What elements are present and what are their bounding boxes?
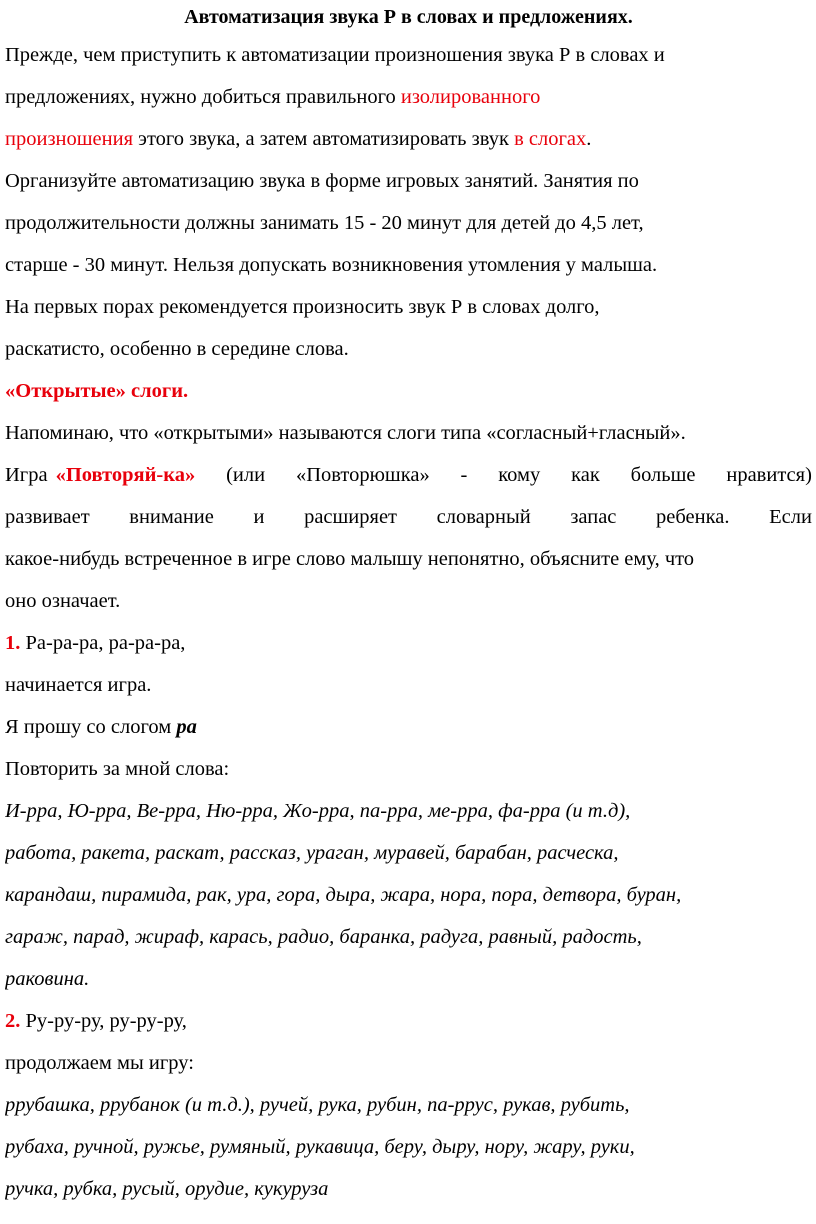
text-span: Ра-ра-ра, ра-ра-ра, — [20, 632, 186, 654]
text-line: оно означает. — [5, 590, 121, 612]
text-span: Я прошу со слогом — [5, 716, 177, 738]
exercise-number: 2. — [5, 1010, 21, 1032]
text-word: Игра «Повторяй-ка» — [5, 454, 195, 496]
page-title: Автоматизация звука Р в словах и предложениях. — [184, 6, 633, 28]
text-line-justified — [5, 496, 812, 538]
text-line: Организуйте автоматизацию звука в форме игровых занятий. Занятия по — [5, 170, 639, 192]
exercise-number: 1. — [5, 632, 21, 654]
text-word: внимание — [129, 506, 214, 528]
text-span: Ру-ру-ру, ру-ру-ру, — [20, 1010, 187, 1032]
syllable-highlight: ра — [176, 716, 197, 738]
text-word: кому — [498, 464, 541, 486]
text-word: Если — [769, 506, 812, 528]
text-line — [5, 1000, 812, 1042]
text-line: продолжаем мы игру: — [5, 1052, 194, 1074]
text-line — [5, 76, 812, 118]
exercise-1 — [5, 622, 812, 1000]
isolated-link[interactable]: изолированного — [400, 86, 541, 108]
text-span: этого звука, а затем автоматизировать звук — [133, 128, 515, 150]
text-line — [5, 706, 812, 748]
text-word: запас — [570, 506, 617, 528]
word-list-line: ррубашка, ррубанок (и т.д.), ручей, рука, рубин, па-ррус, рукав, рубить, — [5, 1094, 630, 1116]
text-word: (или — [226, 464, 266, 486]
exercise-2 — [5, 1000, 812, 1210]
word-list-line: раковина. — [5, 968, 90, 990]
text-line: какое-нибудь встреченное в игре слово малышу непонятно, объясните ему, что — [5, 548, 695, 570]
text-line — [5, 118, 812, 160]
word-list-line: ручка, рубка, русый, орудие, кукуруза — [5, 1178, 329, 1200]
text-line-justified — [5, 454, 812, 496]
section-heading: «Открытые» слоги. — [5, 380, 189, 402]
text-line: Напоминаю, что «открытыми» называются слоги типа «согласный+гласный». — [5, 422, 686, 444]
word-list-line: рубаха, ручной, ружье, румяный, рукавица, беру, дыру, нору, жару, руки, — [5, 1136, 635, 1158]
text-line — [5, 622, 812, 664]
pronunciation-link[interactable]: произношения — [5, 128, 134, 150]
open-syllables-section — [5, 370, 812, 622]
text-word: ребенка. — [656, 506, 730, 528]
text-line: старше - 30 минут. Нельзя допускать возникновения утомления у малыша. — [5, 254, 658, 276]
text-word: и — [253, 506, 265, 528]
text-line: начинается игра. — [5, 674, 152, 696]
word-list-line: работа, ракета, раскат, рассказ, ураган, муравей, барабан, расческа, — [5, 842, 619, 864]
word-list-line: карандаш, пирамида, рак, ура, гора, дыра, жара, нора, пора, детвора, буран, — [5, 884, 682, 906]
text-span: предложениях, нужно добиться правильного — [5, 86, 401, 108]
text-word: больше — [630, 464, 696, 486]
text-word: расширяет — [304, 506, 398, 528]
text-line: Прежде, чем приступить к автоматизации произношения звука Р в словах и — [5, 44, 665, 66]
text-word: как — [571, 464, 600, 486]
word-list-line: гараж, парад, жираф, карась, радио, баранка, радуга, равный, радость, — [5, 926, 642, 948]
text-line: продолжительности должны занимать 15 - 20 минут для детей до 4,5 лет, — [5, 212, 644, 234]
game-name: «Повторяй-ка» — [55, 464, 196, 486]
intro-paragraph — [5, 34, 812, 370]
syllables-link[interactable]: в слогах — [514, 128, 587, 150]
word-list-line: И-рра, Ю-рра, Ве-рра, Ню-рра, Жо-рра, па-рра, ме-рра, фа-рра (и т.д), — [5, 800, 631, 822]
text-word: словарный — [436, 506, 531, 528]
text-word: развивает — [5, 506, 90, 528]
text-line: Повторить за мной слова: — [5, 758, 230, 780]
text-word: нравится) — [726, 464, 812, 486]
text-line: На первых порах рекомендуется произносить звук Р в словах долго, — [5, 296, 600, 318]
text-span: . — [586, 128, 592, 150]
text-word: - — [460, 464, 468, 486]
text-line: раскатисто, особенно в середине слова. — [5, 338, 349, 360]
text-word: «Повторюшка» — [295, 464, 430, 486]
